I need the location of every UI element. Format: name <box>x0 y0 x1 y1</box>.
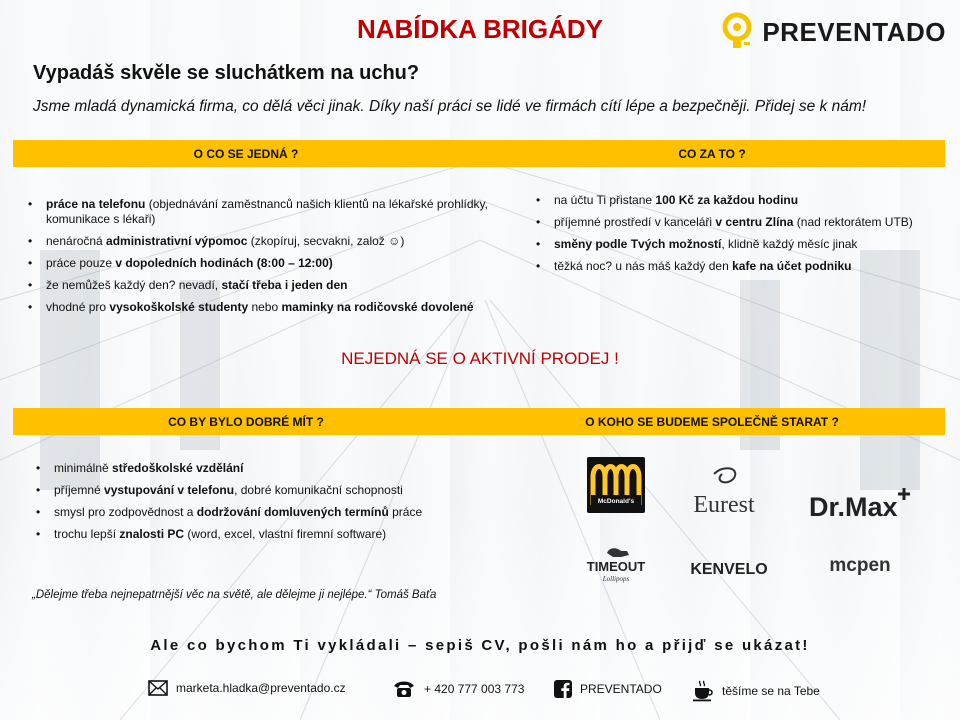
list-item <box>22 300 510 315</box>
no-sales-warning: NEJEDNÁ SE O AKTIVNÍ PRODEJ ! <box>341 349 619 368</box>
list-item-bold-text: vysokoškolské studenty <box>109 300 249 314</box>
kenvelo-mark-icon <box>672 555 786 581</box>
mcpen-mark-icon <box>818 551 902 579</box>
section-bar-bottom <box>13 408 945 435</box>
list-item-bold-text: maminky na rodičovské dovolené <box>281 300 474 314</box>
list-item-bold-text: stačí třeba i jeden den <box>221 278 348 292</box>
list-item-text: práce pouze <box>46 256 116 270</box>
section-heading-nice: CO BY BYLO DOBRÉ MÍT ? <box>168 414 324 429</box>
coffee-icon <box>692 680 714 702</box>
contact-coffee <box>692 680 820 702</box>
section-heading-offer: CO ZA TO ? <box>678 146 746 161</box>
company-logo <box>722 10 946 54</box>
list-item <box>22 256 510 271</box>
list-item-text: (nad rektorátem UTB) <box>793 215 913 229</box>
drmax-wordmark: Dr.Max <box>809 492 898 522</box>
list-item-text: (objednávání zaměstnanců našich klientů na lékařské prohlídky, komunikace s lékaři) <box>46 197 488 226</box>
list-item-bold-text: dodržování domluvených termínů <box>196 505 389 519</box>
list-item-bold-text: směny podle Tvých možností <box>554 237 722 251</box>
offer-list <box>530 193 955 281</box>
section-bar-top <box>13 140 945 167</box>
section-heading-what: O CO SE JEDNÁ ? <box>193 146 299 161</box>
list-item-bold-text: administrativní výpomoc <box>106 234 248 248</box>
contact-facebook[interactable] <box>554 680 662 698</box>
eurest-logo <box>684 462 764 523</box>
bear-icon <box>583 545 649 585</box>
list-item-text: (zkopíruj, secvakni, založ ☺) <box>247 234 405 248</box>
list-item-bold-text: kafe na účet podniku <box>732 259 852 273</box>
list-item-text: že nemůžeš každý den? nevadí, <box>46 278 222 292</box>
list-item <box>22 278 510 293</box>
list-item-text: , dobré komunikační schopnosti <box>234 483 403 497</box>
contact-email[interactable] <box>148 680 346 696</box>
bulb-logo-icon <box>722 12 756 52</box>
logo-text: PREVENTADO <box>762 16 946 47</box>
contact-phone[interactable] <box>392 680 524 698</box>
headline: Vypadáš skvěle se sluchátkem na uchu? <box>33 62 420 84</box>
list-item <box>530 237 955 252</box>
kenvelo-logo <box>672 555 786 586</box>
list-item-bold-text: vystupování v telefonu <box>104 483 235 497</box>
list-item <box>22 234 510 249</box>
list-item-text: smysl pro zodpovědnost a <box>54 505 197 519</box>
mcdonalds-wordmark: McDonald's <box>597 498 635 505</box>
mcdonalds-logo <box>585 455 647 515</box>
timeout-logo <box>583 545 649 590</box>
list-item <box>530 193 955 208</box>
mcdonalds-arches-icon <box>585 455 647 515</box>
timeout-wordmark: TIMEOUT <box>586 559 646 574</box>
quote: „Dělejme třeba nejnepatrnější věc na světě, ale dělejme ji nejlépe.“ Tomáš Baťa <box>32 589 437 601</box>
mcpen-logo <box>818 551 902 584</box>
list-item <box>30 483 500 498</box>
eurest-wordmark: Eurest <box>693 492 755 518</box>
page-title: NABÍDKA BRIGÁDY <box>356 14 604 44</box>
list-item-text: , klidně každý měsíc jinak <box>721 237 858 251</box>
list-item <box>530 259 955 274</box>
nice-to-have-list <box>30 461 500 549</box>
drmax-mark-icon <box>805 482 915 522</box>
list-item-bold-text: znalosti PC <box>119 527 185 541</box>
mcpen-wordmark: mcpen <box>829 555 891 576</box>
kenvelo-wordmark: KENVELO <box>690 561 768 578</box>
mail-icon <box>148 680 168 696</box>
list-item-text: těžká noc? u nás máš každý den <box>554 259 733 273</box>
list-item-bold-text: v centru Zlína <box>715 215 794 229</box>
section-heading-clients: O KOHO SE BUDEME SPOLEČNĚ STARAT ? <box>585 414 839 429</box>
facebook-icon <box>554 680 572 698</box>
eurest-mark-icon <box>684 462 764 518</box>
what-list <box>22 197 510 322</box>
list-item-bold-text: práce na telefonu <box>46 197 146 211</box>
phone-icon <box>392 680 416 698</box>
list-item-text: (word, excel, vlastní firemní software) <box>184 527 387 541</box>
list-item-text: nenáročná <box>46 234 107 248</box>
timeout-subtitle: Lollipops <box>602 575 630 583</box>
intro-text: Jsme mladá dynamická firma, co dělá věci jinak. Díky naší práci se lidé ve firmách cítí lépe a bezpečněji. Přidej se k nám! <box>33 98 867 115</box>
list-item-bold-text: středoškolské vzdělání <box>112 461 244 475</box>
facebook-text[interactable]: PREVENTADO <box>580 682 662 696</box>
list-item-text: minimálně <box>54 461 113 475</box>
phone-text[interactable]: + 420 777 003 773 <box>424 682 525 696</box>
list-item <box>30 505 500 520</box>
list-item-text: nebo <box>248 300 282 314</box>
list-item-bold-text: 100 Kč za každou hodinu <box>655 193 799 207</box>
drmax-logo <box>805 482 915 527</box>
coffee-text: těšíme se na Tebe <box>722 684 820 698</box>
list-item <box>530 215 955 230</box>
list-item-text: na účtu Ti přistane <box>554 193 656 207</box>
list-item-text: práce <box>388 505 423 519</box>
list-item-bold-text: v dopoledních hodinách (8:00 – 12:00) <box>115 256 333 270</box>
list-item-text: vhodné pro <box>46 300 110 314</box>
list-item <box>30 461 500 476</box>
list-item <box>22 197 510 227</box>
email-text[interactable]: marketa.hladka@preventado.cz <box>176 681 346 695</box>
list-item <box>30 527 500 542</box>
list-item-text: trochu lepší <box>54 527 120 541</box>
list-item-text: příjemné <box>54 483 105 497</box>
call-to-action: Ale co bychom Ti vykládali – sepiš CV, pošli nám ho a přijď se ukázat! <box>150 637 810 654</box>
list-item-text: příjemné prostředí v kanceláři <box>554 215 716 229</box>
